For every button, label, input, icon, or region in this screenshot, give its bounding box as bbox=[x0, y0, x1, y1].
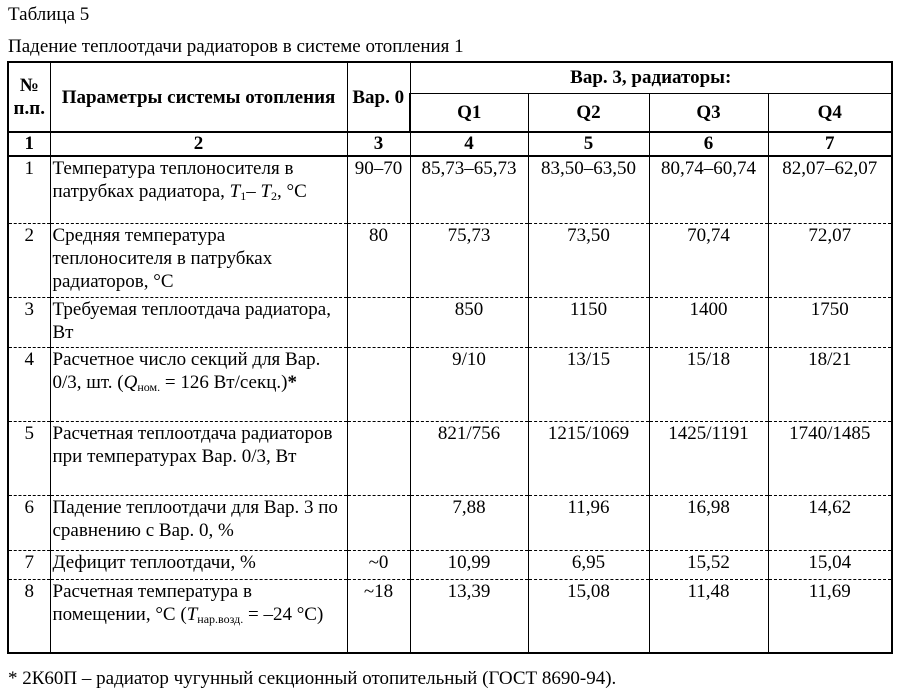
var0-cell bbox=[347, 495, 410, 550]
col-number: 1 bbox=[8, 132, 50, 156]
footnote: * 2К60П – радиатор чугунный секционный отопительный (ГОСТ 8690-94). bbox=[8, 668, 617, 689]
q3-cell: 15,52 bbox=[649, 550, 768, 579]
table-label: Таблица 5 bbox=[8, 4, 90, 25]
table-row bbox=[8, 347, 892, 421]
q2-cell: 1150 bbox=[528, 297, 649, 347]
row-number: 1 bbox=[8, 156, 50, 223]
q2-cell: 11,96 bbox=[528, 495, 649, 550]
table-row bbox=[8, 550, 892, 579]
header-q4: Q4 bbox=[768, 93, 892, 132]
row-number: 4 bbox=[8, 347, 50, 421]
q2-cell: 73,50 bbox=[528, 223, 649, 297]
col-number: 5 bbox=[528, 132, 649, 156]
parameter-cell: Расчетная теплоотдача радиаторов при температурах Вар. 0/3, Вт bbox=[50, 421, 347, 495]
col-number: 3 bbox=[347, 132, 410, 156]
q1-cell: 75,73 bbox=[410, 223, 528, 297]
q1-cell: 13,39 bbox=[410, 579, 528, 653]
q3-cell: 70,74 bbox=[649, 223, 768, 297]
var0-cell: ~18 bbox=[347, 579, 410, 653]
col-number: 2 bbox=[50, 132, 347, 156]
q3-cell: 15/18 bbox=[649, 347, 768, 421]
header-num: № п.п. bbox=[8, 62, 50, 132]
table-row bbox=[8, 156, 892, 223]
q1-cell: 10,99 bbox=[410, 550, 528, 579]
col-number: 7 bbox=[768, 132, 892, 156]
q2-cell: 15,08 bbox=[528, 579, 649, 653]
table-title: Падение теплоотдачи радиаторов в системе отопления 1 bbox=[8, 36, 464, 57]
q3-cell: 11,48 bbox=[649, 579, 768, 653]
table-row bbox=[8, 579, 892, 653]
var0-cell bbox=[347, 421, 410, 495]
q3-cell: 1425/1191 bbox=[649, 421, 768, 495]
q3-cell: 1400 bbox=[649, 297, 768, 347]
q4-cell: 11,69 bbox=[768, 579, 892, 653]
table-row bbox=[8, 421, 892, 495]
q2-cell: 1215/1069 bbox=[528, 421, 649, 495]
parameter-cell: Падение теплоотдачи для Вар. 3 по сравнению с Вар. 0, % bbox=[50, 495, 347, 550]
table-row bbox=[8, 223, 892, 297]
table-body bbox=[8, 156, 892, 653]
q2-cell: 83,50–63,50 bbox=[528, 156, 649, 223]
row-number: 5 bbox=[8, 421, 50, 495]
parameter-cell: Расчетное число секций для Вар. 0/3, шт. ($Q_{ном.} = 126$ Вт/секц.)* bbox=[50, 347, 347, 421]
q4-cell: 14,62 bbox=[768, 495, 892, 550]
row-number: 3 bbox=[8, 297, 50, 347]
q4-cell: 1750 bbox=[768, 297, 892, 347]
row-number: 2 bbox=[8, 223, 50, 297]
q1-cell: 85,73–65,73 bbox=[410, 156, 528, 223]
parameter-cell: Расчетная температура в помещении, °С ($T_{нар.возд.} = -24$ °С) bbox=[50, 579, 347, 653]
parameter-cell: Дефицит теплоотдачи, % bbox=[50, 550, 347, 579]
table-row bbox=[8, 495, 892, 550]
var0-cell: 90–70 bbox=[347, 156, 410, 223]
header-var0: Вар. 0 bbox=[347, 62, 410, 132]
header-q3: Q3 bbox=[649, 93, 768, 132]
parameter-cell: Температура теплоносителя в патрубках радиатора, $T_1-$ $T_2$, °С bbox=[50, 156, 347, 223]
var0-cell: ~0 bbox=[347, 550, 410, 579]
q4-cell: 18/21 bbox=[768, 347, 892, 421]
var0-cell: 80 bbox=[347, 223, 410, 297]
q3-cell: 16,98 bbox=[649, 495, 768, 550]
q4-cell: 72,07 bbox=[768, 223, 892, 297]
col-number: 4 bbox=[410, 132, 528, 156]
header-var3-group: Вар. 3, радиаторы: bbox=[410, 62, 892, 93]
row-number: 8 bbox=[8, 579, 50, 653]
row-number: 6 bbox=[8, 495, 50, 550]
var0-cell bbox=[347, 347, 410, 421]
q3-cell: 80,74–60,74 bbox=[649, 156, 768, 223]
q2-cell: 6,95 bbox=[528, 550, 649, 579]
header-params: Параметры системы отопления bbox=[50, 62, 347, 132]
header-q2: Q2 bbox=[528, 93, 649, 132]
q1-cell: 850 bbox=[410, 297, 528, 347]
q1-cell: 9/10 bbox=[410, 347, 528, 421]
q4-cell: 1740/1485 bbox=[768, 421, 892, 495]
col-number: 6 bbox=[649, 132, 768, 156]
parameter-cell: Требуемая теплоотдача радиатора, Вт bbox=[50, 297, 347, 347]
q4-cell: 15,04 bbox=[768, 550, 892, 579]
row-number: 7 bbox=[8, 550, 50, 579]
var0-cell bbox=[347, 297, 410, 347]
q1-cell: 7,88 bbox=[410, 495, 528, 550]
q1-cell: 821/756 bbox=[410, 421, 528, 495]
q2-cell: 13/15 bbox=[528, 347, 649, 421]
heating-table bbox=[7, 61, 893, 654]
table-row bbox=[8, 297, 892, 347]
q4-cell: 82,07–62,07 bbox=[768, 156, 892, 223]
header-q1: Q1 bbox=[410, 93, 528, 132]
parameter-cell: Средняя температура теплоносителя в патрубках радиаторов, °С bbox=[50, 223, 347, 297]
